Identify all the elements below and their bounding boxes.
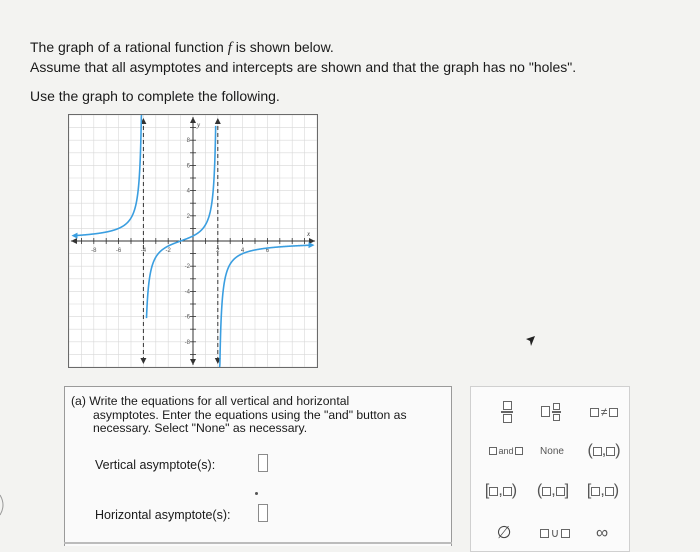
vertical-asymptote-input[interactable] [258, 454, 268, 472]
x-tick-label: 2 [216, 248, 220, 254]
curve-left-branch [74, 115, 142, 236]
y-tick-label: 2 [186, 213, 190, 220]
mouse-pointer-icon [523, 334, 537, 348]
union-button[interactable] [535, 521, 575, 545]
x-axis-label: x [307, 230, 311, 238]
y-tick-label: -6 [184, 314, 190, 321]
fraction-icon [501, 401, 513, 423]
horizontal-asymptote-input[interactable] [258, 504, 268, 522]
x-tick-label: -6 [115, 248, 122, 254]
math-palette [470, 386, 630, 552]
open-closed-interval-icon: ( , ] [536, 482, 570, 499]
y-tick-label: -4 [184, 289, 190, 296]
intro-line-2: Assume that all asymptotes and intercepts are shown and that the graph has no "holes". [30, 59, 577, 75]
y-tick-label: -8 [184, 339, 190, 346]
infinity-button[interactable] [587, 521, 617, 545]
empty-set-icon: ∅ [496, 523, 512, 542]
asymptote-arrow-up [215, 118, 221, 124]
y-tick-label: 8 [186, 138, 190, 145]
open-closed-interval-button[interactable] [531, 479, 575, 503]
curve-arrow-right [309, 242, 315, 248]
instruction-text: Use the graph to complete the following. [30, 88, 280, 104]
horizontal-asymptote-label: Horizontal asymptote(s): [95, 508, 231, 522]
closed-open-interval-button[interactable] [479, 479, 523, 503]
curve-arrow-left [71, 233, 77, 239]
x-tick-label: -4 [140, 248, 147, 254]
part-a-question: (a) Write the equations for all vertical and horizontal asymptotes. Enter the equations using the "and" button as necessary. Select "None" as necessary. [71, 394, 407, 435]
infinity-icon: ∞ [595, 523, 609, 542]
intro-line-1: The graph of a rational function f is shown below. [30, 39, 334, 56]
closed-open-interval-icon: [ , ) [484, 482, 518, 499]
x-tick-label: 4 [240, 248, 245, 254]
panel-bottom-divider [64, 542, 452, 544]
y-tick-label: -2 [184, 264, 190, 271]
graph-canvas [69, 115, 317, 367]
asymptote-arrow-down [140, 358, 146, 364]
empty-set-button[interactable] [489, 521, 519, 545]
not-equal-icon: ≠ [590, 405, 619, 419]
y-axis-label: y [197, 121, 201, 129]
curve-right-branch [220, 245, 312, 367]
y-axis-arrow-down [190, 359, 196, 365]
not-equal-button[interactable] [585, 399, 623, 425]
none-button[interactable]: None [540, 445, 564, 457]
function-graph [68, 114, 318, 368]
closed-interval-button[interactable] [581, 479, 625, 503]
text-cursor-marker [255, 492, 258, 495]
closed-interval-icon: [ , ) [586, 482, 620, 499]
open-interval-icon: ( , ) [587, 442, 621, 459]
problem-intro [30, 38, 576, 77]
y-tick-label: 4 [186, 188, 190, 195]
x-tick-label: -2 [165, 248, 171, 254]
union-icon: ∪ [540, 526, 571, 540]
x-tick-label: -8 [91, 248, 97, 254]
mixed-number-icon [541, 403, 561, 421]
x-tick-label: 6 [265, 248, 270, 254]
and-button[interactable] [485, 439, 527, 463]
edge-arc-decoration [0, 494, 8, 516]
part-a-panel [64, 386, 452, 546]
and-icon: and [489, 446, 522, 456]
vertical-asymptote-label: Vertical asymptote(s): [95, 458, 216, 472]
x-axis-arrow-left [71, 238, 77, 244]
y-tick-label: 6 [186, 163, 190, 170]
open-interval-button[interactable] [583, 439, 625, 463]
fraction-button[interactable] [493, 399, 521, 425]
mixed-number-button[interactable] [533, 399, 569, 425]
y-axis-arrow-up [190, 117, 196, 123]
